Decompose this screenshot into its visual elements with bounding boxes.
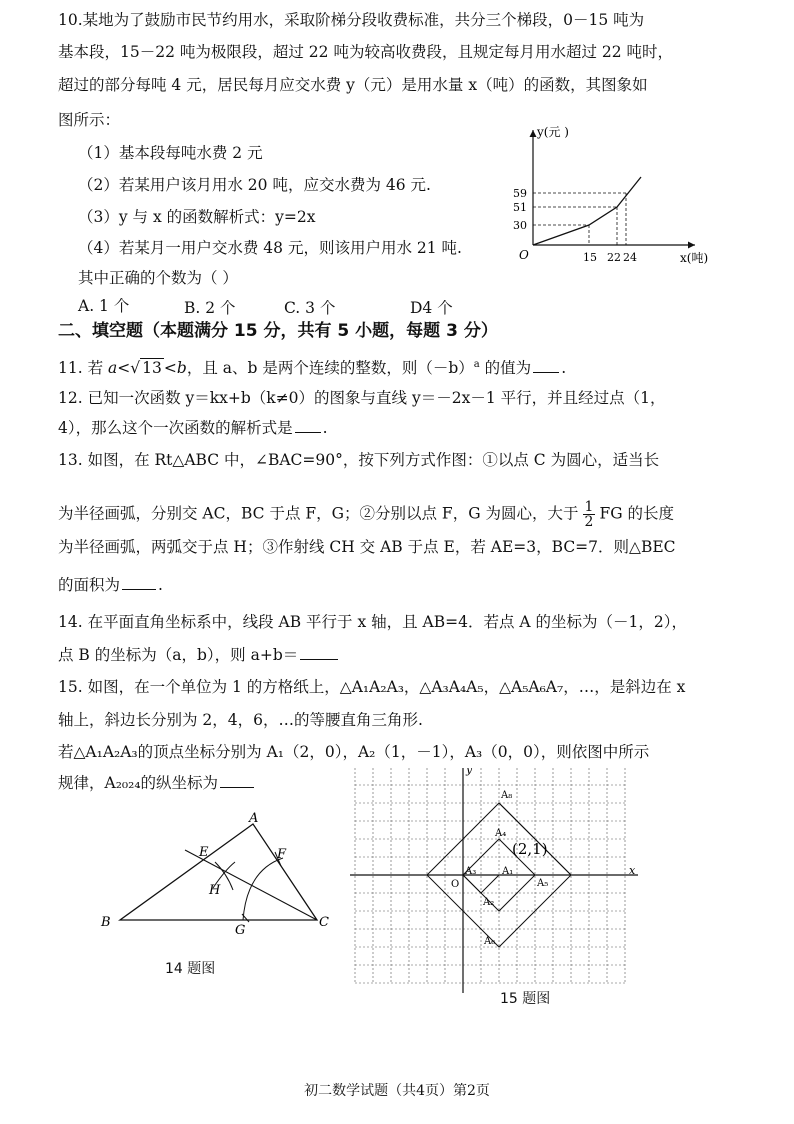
- svg-text:H: H: [209, 883, 221, 898]
- q14-line2: 点 B 的坐标为（a，b），则 a+b＝: [58, 645, 340, 665]
- q10-option-c: C. 3 个: [284, 299, 336, 317]
- q10-line4: 图所示：: [58, 111, 121, 129]
- q10-tick-59: 59: [513, 187, 527, 200]
- fig14-arc: [243, 858, 283, 920]
- q15-line4: 规律，A₂₀₂₄的纵坐标为: [58, 773, 256, 793]
- q10-question: 其中正确的个数为（ ）: [78, 269, 238, 287]
- q10-function-line: [533, 177, 641, 245]
- q15-line1: 15. 如图，在一个单位为 1 的方格纸上，△A₁A₂A₃，△A₃A₄A₅，△A₅A₆A₇，…，是斜边在 x: [58, 678, 686, 696]
- section-2-title: 二、填空题（本题满分 15 分，共有 5 小题，每题 3 分）: [58, 321, 498, 341]
- svg-text:A₈: A₈: [501, 790, 513, 801]
- q10-option-d: D4 个: [410, 299, 453, 317]
- fig14-caption: 14 题图: [165, 961, 216, 977]
- q13-line4: 的面积为 .: [58, 576, 163, 594]
- q10-option-a: A. 1 个: [78, 297, 130, 315]
- q10-tick-51: 51: [513, 201, 527, 214]
- q13-line1: 13. 如图，在 Rt△ABC 中，∠BAC=90°，按下列方式作图：①以点 C 为圆心，适当长: [58, 451, 660, 469]
- q10-tick-30: 30: [513, 219, 527, 232]
- q10-statement-1: （1）基本段每吨水费 2 元: [78, 144, 263, 162]
- svg-text:F: F: [277, 847, 287, 862]
- q10-tick-24: 24: [623, 251, 637, 264]
- q11-answer-blank[interactable]: [533, 358, 559, 373]
- q14-line1: 14. 在平面直角坐标系中，线段 AB 平行于 x 轴，且 AB=4．若点 A 的坐标为（－1，2），: [58, 613, 687, 631]
- q10-graph: [505, 122, 720, 272]
- svg-text:A₃: A₃: [465, 866, 477, 877]
- svg-text:A₁: A₁: [502, 866, 514, 877]
- svg-text:A: A: [249, 811, 259, 826]
- svg-text:O: O: [451, 879, 460, 890]
- q11-line: 11. 若 a<√ 13 <b，且 a、b 是两个连续的整数，则$(-b)^a$ 的值为 .: [58, 359, 567, 378]
- q10-tick-22: 22: [607, 251, 621, 264]
- svg-text:A₆: A₆: [484, 936, 496, 947]
- svg-text:B: B: [101, 915, 111, 930]
- q10-statement-2: （2）若某用户该月用水 20 吨，应交水费为 46 元.: [78, 176, 431, 194]
- svg-text:x: x: [629, 864, 636, 877]
- q10-tick-15: 15: [583, 251, 597, 264]
- q13-fraction: $\frac{1}{2}$: [584, 499, 594, 530]
- q13-answer-blank[interactable]: [122, 575, 156, 590]
- q13-line2: 为半径画弧，分别交 AC，BC 于点 F，G；②分别以点 F，G 为圆心，大于 $\frac{1}{2}$ FG 的长度: [58, 499, 675, 530]
- fig15-caption: 15 题图: [500, 991, 551, 1007]
- page-footer: 初二数学试题（共4页）第2页: [304, 1083, 490, 1099]
- fig14-ray-ch: [185, 850, 317, 920]
- svg-text:y: y: [466, 768, 473, 776]
- q12-line1: 12. 已知一次函数 y＝kx+b（k≠0）的图象与直线 y＝－2x－1 平行，并且经过点（1，: [58, 389, 666, 407]
- q10-xlabel: x(吨): [680, 251, 709, 265]
- q10-statement-3: （3）y 与 x 的函数解析式：y=2x: [78, 208, 316, 226]
- q10-line3: 超过的部分每吨 4 元，居民每月应交水费 y（元）是用水量 x（吨）的函数，其图象如: [58, 76, 648, 94]
- q13-line3: 为半径画弧，两弧交于点 H；③作射线 CH 交 AB 于点 E，若 AE=3，BC=7．则△BEC: [58, 538, 676, 556]
- q12-answer-blank[interactable]: [295, 418, 321, 433]
- q12-line2: 4），那么这个一次函数的解析式是 .: [58, 419, 328, 437]
- svg-text:A₂: A₂: [483, 897, 495, 908]
- svg-text:E: E: [199, 845, 209, 860]
- svg-text:C: C: [319, 915, 329, 930]
- q10-statement-4: （4）若某月一用户交水费 48 元，则该用户用水 21 吨.: [78, 239, 462, 257]
- q15-line3: 若△A₁A₂A₃的顶点坐标分别为 A₁（2，0），A₂（1，－1），A₃（0，0），则依图中所示: [58, 743, 650, 761]
- q10-line2: 基本段，15－22 吨为极限段，超过 22 吨为较高收费段，且规定每月用水超过 22 吨时，: [58, 43, 674, 61]
- q10-line1: 10.某地为了鼓励市民节约用水，采取阶梯分段收费标准，共分三个梯段，0－15 吨为: [58, 11, 645, 29]
- svg-text:A₅: A₅: [537, 878, 549, 889]
- q10-ylabel: y(元 ): [537, 125, 569, 139]
- figure-15: [350, 768, 650, 998]
- q15-answer-blank[interactable]: [220, 773, 254, 788]
- q15-line2: 轴上，斜边长分别为 2，4，6，…的等腰直角三角形.: [58, 711, 423, 729]
- fig14-triangle: [120, 824, 317, 920]
- svg-text:G: G: [235, 923, 246, 938]
- q14-answer-blank[interactable]: [300, 645, 338, 660]
- q10-option-b: B. 2 个: [184, 299, 236, 317]
- figure-14: [95, 810, 345, 940]
- q10-origin: O: [519, 248, 529, 262]
- fig15-handwritten-note: (2,1): [512, 840, 548, 858]
- svg-text:A₄: A₄: [495, 828, 507, 839]
